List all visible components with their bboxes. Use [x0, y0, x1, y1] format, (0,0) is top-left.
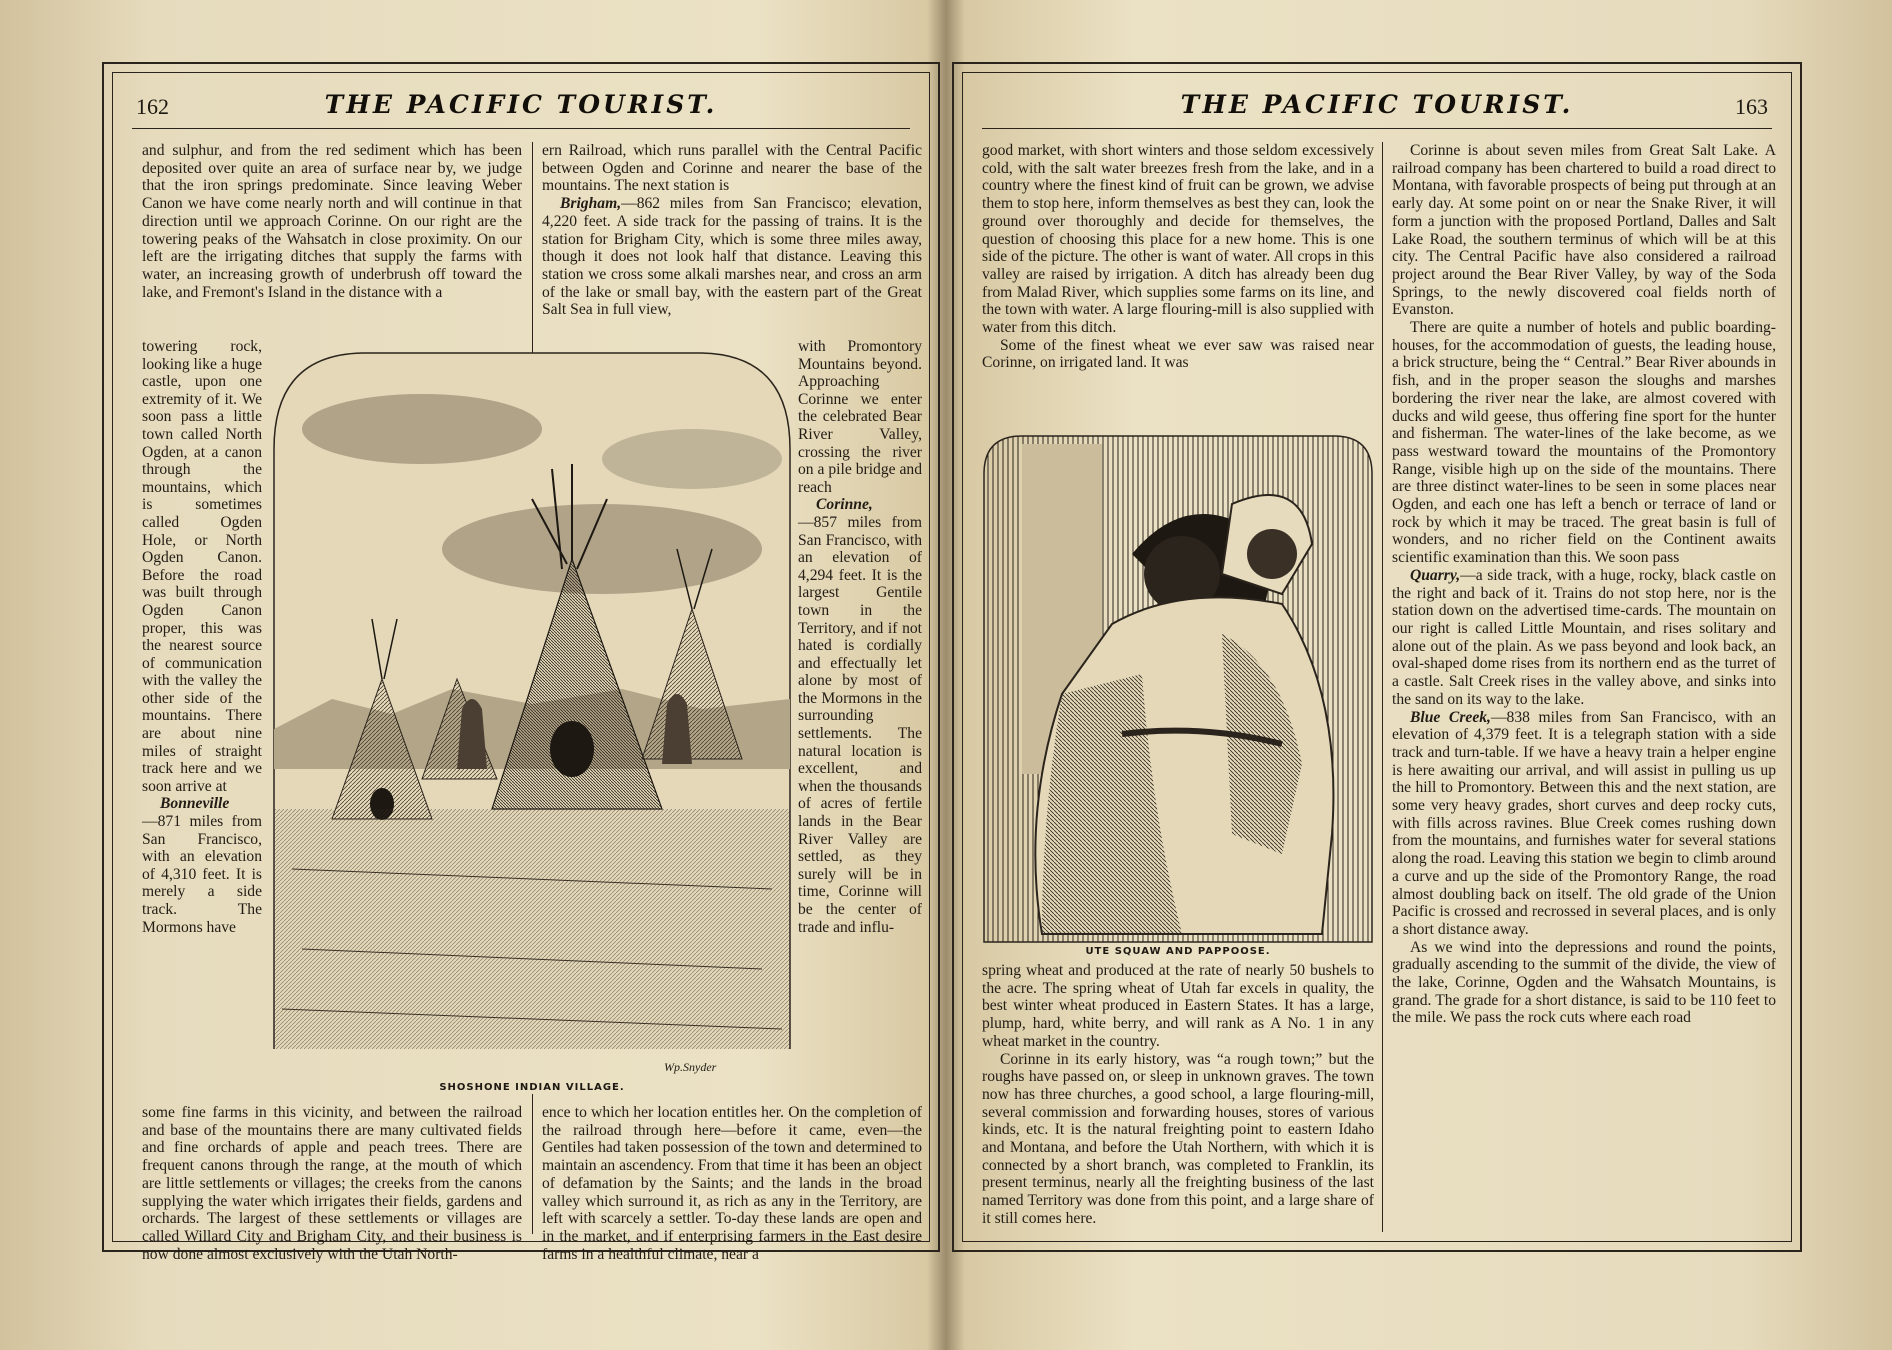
right-running-header — [982, 88, 1772, 129]
right-col1-top — [982, 142, 1374, 427]
right-col1-top-text: good market, with short winters and those seldom excessively cold, with the salt water breezes fresh from the lake, and in a country where the finest kind of fruit can be grown, we advise them to stop here, inform themselves as best they can, look the ground over thoroughly and decide for themselves, the question of choosing this place for a new home. This is one side of the picture. The other is want of water. All crops in this valley are raised by irrigation. A ditch has already been dug from Malad River, which supplies some farms on its line, and the town with water. A large flouring-mill is also supplied with water from this ditch. — [982, 142, 1374, 337]
quarry-heading: Quarry, — [1410, 566, 1461, 584]
left-col1-narrow-b: —871 miles from San Francisco, with an elevation of 4,310 feet. It is merely a side track. The Mormons have — [142, 813, 262, 936]
brigham-heading: Brigham, — [560, 195, 622, 213]
right-col2-p3: —a side track, with a huge, rocky, black castle on the right and back of it. Trains do not stop here, nor is the station down on the advertised time-cards. The mountain on our right is called Little Mountain, and rises solitary and alone out of the plain. As we pass beyond and look back, an oval-shaped dome rises from its northern end as the turret of a castle. Salt Creek rises in the valley above, and sinks into the sand on its way to the lake. — [1392, 566, 1776, 708]
left-col1-top-text: and sulphur, and from the red sediment which has been deposited over quite an area of surface near by, we judge that the iron springs predominate. Since leaving Weber Canon we have come nearly north and will continue in that direction until we approach Corinne. On our right are the towering peaks of the Wahsatch in close proximity. On our left are the irrigating ditches that supply the farms with water, an increasing growth of underbrush off toward the lake, and Fremont's Island in the distance with a — [142, 142, 522, 301]
left-col1-narrow-a: towering rock, looking like a huge castle, upon one extremity of it. We soon pass a little town called North Ogden, at a canon through the mountains, which is sometimes called Ogden Hole, or North Ogden Canon. Before the road was built through Ogden Canon proper, this was the nearest source of communication with the valley the other side of the mountains. There are about nine miles of straight track here and we soon arrive at — [142, 338, 262, 795]
left-column-divider-top — [532, 142, 533, 354]
illustration-signature: Wp.Snyder — [664, 1060, 717, 1074]
shoshone-caption: SHOSHONE INDIAN VILLAGE. — [439, 1082, 625, 1093]
right-col2-p2: There are quite a number of hotels and public boarding-houses, for the accommodation of guests, the leading house, a brick structure, being the “ Central.” Bear River abounds in fish, and in the proper season the sloughs and marshes bordering the river near the lake, are almost covered with ducks and wild geese, thus offering fine sport for the hunter and fisherman. The water-lines of the lake become, as we pass westward toward the mountains of the Promontory Range, visible high up on the side of the mountains. There are three distinct water-lines to be seen in some places near Ogden, and each one has left a bench or terrace of land or rock by which it may be traced. The great basin is full of wonders, and no richer field on the Continent awaits scientific examination than this. We soon pass — [1392, 319, 1776, 567]
bonneville-heading: Bonneville — [160, 795, 230, 813]
left-col2-narrow-b: —857 miles from San Francisco, with an elevation of 4,294 feet. It is the largest Gentile town in the Territory, and if not hated is cordially and effectually let alone by most of the Mormons in the surrounding settlements. The natural location is excellent, and when the thousands of acres of fertile lands in the Bear River Valley are settled, as they surely will be in time, Corinne will be the center of trade and influ- — [798, 513, 922, 936]
left-col2-top-a: ern Railroad, which runs parallel with the Central Pacific between Ogden and Corinne and nearer the base of the mountains. The next station is — [542, 142, 922, 195]
left-col2-narrow — [798, 338, 922, 1103]
right-col1-bottom2-text: Corinne in its early history, was “a rough town;” but the roughs have passed on, or sleep in unknown graves. The town now has three churches, a good school, a large flouring-mill, several commission and forwarding houses, stores of various kinds, etc. It is the natural freighting point to eastern Idaho and Montana, and before the Utah Northern, with which it is connected by a short branch, was completed to Franklin, its present terminus, nearly all the freighting business of the last named Territory was done from this point, and a large share of it still comes here. — [982, 1050, 1374, 1227]
right-col2 — [1392, 142, 1776, 1232]
right-col1-top2-text: Some of the finest wheat we ever saw was raised near Corinne, on irrigated land. It was — [982, 336, 1374, 372]
shoshone-village-illustration — [272, 349, 792, 1079]
right-page — [952, 62, 1802, 1252]
left-col2-narrow-a: with Promontory Mountains beyond. Approaching Corinne we enter the celebrated Bear River Valley, crossing the river on a pile bridge and reach — [798, 338, 922, 496]
ute-caption: UTE SQUAW AND PAPPOOSE. — [1085, 946, 1271, 957]
ute-squaw-illustration — [982, 434, 1374, 944]
right-col1-bottom-text: spring wheat and produced at the rate of nearly 50 bushels to the acre. The spring wheat of Utah far excels in quality, the best winter wheat produced in Eastern States. It has a large, plump, hard, white berry, and will rank as A No. 1 in any wheat market in the country. — [982, 962, 1374, 1050]
left-col2-top-b: —862 miles from San Francisco; elevation, 4,220 feet. A side track for the passing of trains. It is the station for Brigham City, which is some three miles away, though it does not look half that distance. Leaving this station we cross some alkali marshes near, and cross an arm of the lake or small bay, with the eastern part of the Great Salt Sea in full view, — [542, 195, 922, 319]
right-page-number: 163 — [1735, 94, 1768, 119]
right-col1-bottom — [982, 962, 1374, 1232]
left-col2-bottom — [542, 1104, 922, 1263]
left-running-header — [132, 88, 910, 129]
corinne-heading: Corinne, — [816, 496, 873, 514]
right-col2-p5: As we wind into the depressions and round the points, gradually ascending to the summit of the divide, the view of the lake, Corinne, Ogden and the Wahsatch Mountains, is grand. The grade for a short distance, is said to be 110 feet to the mile. We pass the rock cuts where each road — [1392, 938, 1776, 1027]
left-col2-top — [542, 142, 922, 337]
right-col2-p1: Corinne is about seven miles from Great Salt Lake. A railroad company has been chartered to build a road direct to Montana, with favorable prospects of being put through at an early day. At some point on or near the Snake River, it will form a junction with the proposed Portland, Dalles and Salt Lake Road, the southern terminus of which will be at this city. The Central Pacific have also considered a railroad project around the Bear River Valley, by way of the Soda Springs, to the newly discovered coal fields north of Evanston. — [1392, 142, 1776, 319]
right-column-divider — [1382, 142, 1383, 1232]
left-page-number: 162 — [136, 94, 169, 119]
left-col1-narrow — [142, 338, 262, 1103]
left-column-divider-bottom — [532, 1094, 533, 1234]
left-col2-bottom-text: ence to which her location entitles her. On the completion of the railroad through here—before it came, even—the Gentiles had taken possession of the town and determined to maintain an ascendency. From that time it has been an object of defamation by the Saints; and the lands in the broad valley which surround it, as rich as any in the Territory, are left with scarcely a settler. To-day these lands are open and in the market, and if enterprising farmers in the East desire farms in a healthful climate, near a — [542, 1104, 922, 1263]
left-col1-top — [142, 142, 522, 337]
right-running-title: THE PACIFIC TOURIST. — [1180, 90, 1574, 119]
left-running-title: THE PACIFIC TOURIST. — [324, 90, 718, 119]
right-col2-p4: —838 miles from San Francisco, with an elevation of 4,379 feet. It is a telegraph station with a side track and turn-table. If we have a heavy train a helper engine is here awaiting our arrival, and will assist in pulling us up the hill to Promontory. Between this and the next station, are some very heavy grades, short curves and deep rocky cuts, with fills across ravines. Blue Creek comes rushing down from the mountains, and furnishes water for several stations along the road. Leaving this station we begin to climb around a curve and up the side of the Promontory Range, the road almost doubling back on itself. The old grade of the Union Pacific is crossed and recrossed in several places, and is only a short distance away. — [1392, 708, 1777, 938]
left-col1-bottom-text: some fine farms in this vicinity, and between the railroad and base of the mountains there are many cultivated fields and fine orchards of apple and peach trees. There are frequent canons through the range, at the mouth of which are little settlements or villages; the creeks from the canons supplying the water which irrigates their fields, gardens and orchards. The largest of these settlements or villages are called Willard City and Brigham City, and their business is now done almost exclusively with the Utah North- — [142, 1104, 522, 1263]
left-col1-bottom — [142, 1104, 522, 1263]
left-page — [102, 62, 940, 1263]
blue-creek-heading: Blue Creek, — [1410, 708, 1491, 726]
